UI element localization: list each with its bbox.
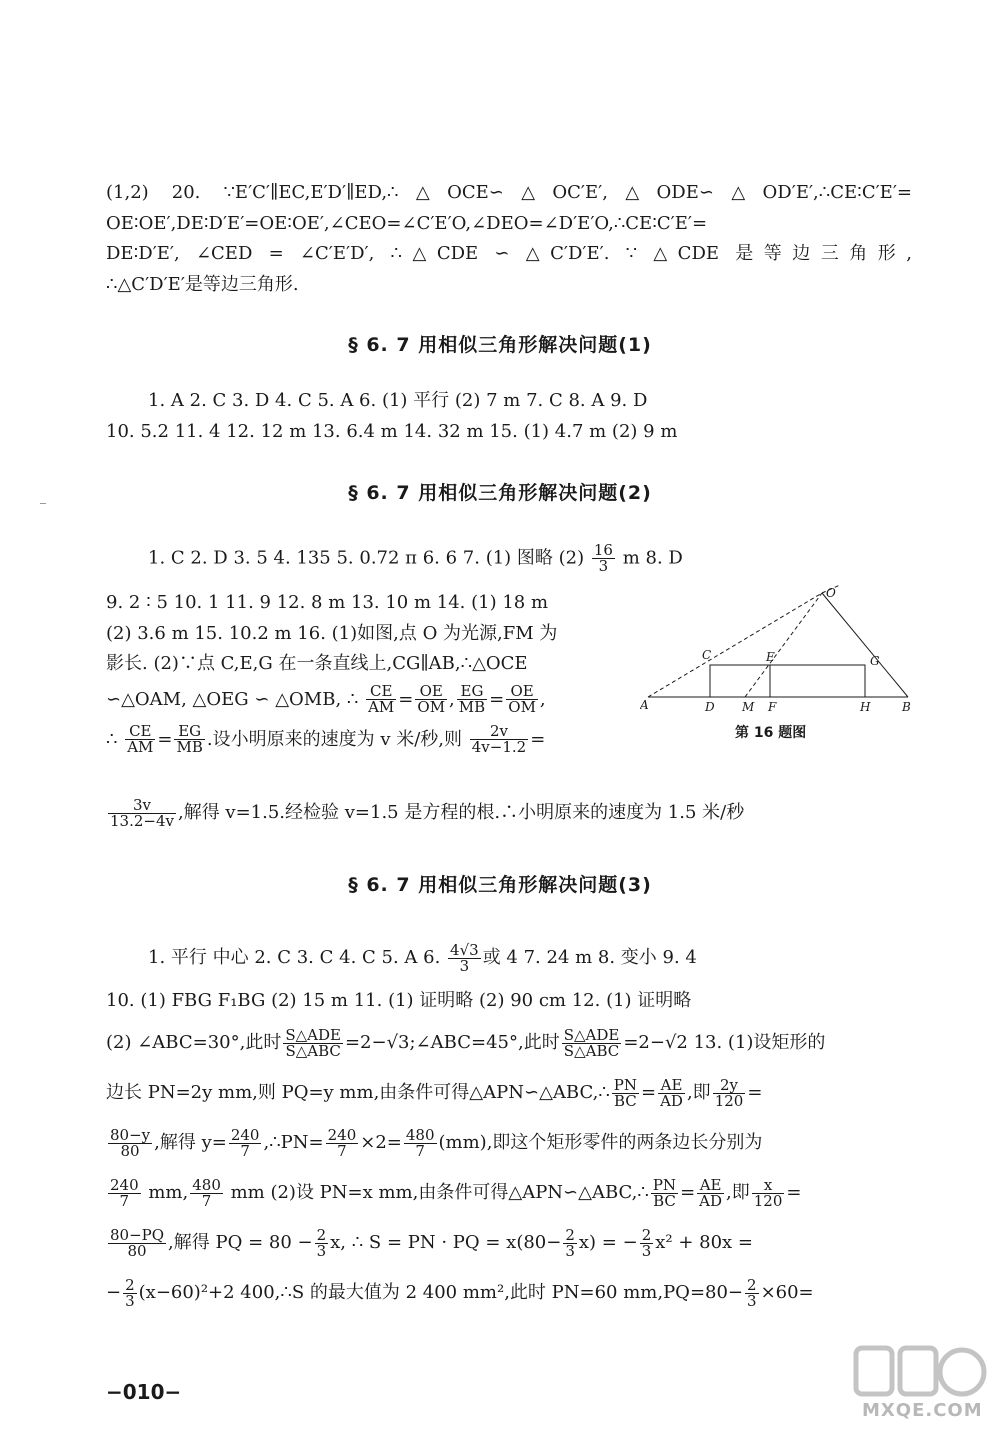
numerator: 240 — [110, 1175, 139, 1194]
label-d: D — [705, 700, 715, 714]
section-2-title: § 6. 7 用相似三角形解决问题(2) — [348, 482, 652, 504]
denominator: AM — [127, 738, 154, 756]
label-o: O — [826, 586, 836, 600]
numerator: 2 — [316, 1225, 327, 1244]
denominator: OM — [508, 698, 536, 716]
prev-answer-block — [106, 178, 912, 300]
numerator: 80−PQ — [110, 1225, 165, 1244]
fraction — [752, 1175, 785, 1210]
section-1-answers — [148, 386, 854, 417]
text-line — [106, 1268, 912, 1318]
text-span: x) = − — [578, 1232, 638, 1253]
text-line: 1. A 2. C 3. D 4. C 5. A 6. (1) 平行 (2) 7 m 7. C 8. A 9. D — [148, 390, 648, 411]
text-line: 10. (1) FBG F₁BG (2) 15 m 11. (1) 证明略 (2) 90 cm 12. (1) 证明略 — [106, 990, 692, 1011]
text-span: ∴ — [106, 728, 118, 750]
fraction — [108, 1175, 141, 1210]
text-line: ∴ $\frac{CE}{AM}$ = $\frac{EG}{MB}$ .设小明原来的速度为 v 米/秒,则 $\frac{2v}{4v-1.2}$ = — [106, 722, 546, 756]
text-line: (1,2) 20. ∵E′C′∥EC,E′D′∥ED,∴△OCE∽△OC′E′,△ODE∽△OD′E′,∴CE∶C′E′= — [106, 182, 912, 203]
numerator: 2 — [125, 1275, 135, 1294]
denominator: 7 — [337, 1141, 347, 1160]
section-3-title: § 6. 7 用相似三角形解决问题(3) — [348, 874, 652, 896]
text-line: OE∶OE′,DE∶D′E′=OE∶OE′,∠CEO=∠C′E′O,∠DEO=∠D′E′O,∴CE∶C′E′= — [106, 212, 708, 234]
numerator: S△ADE — [563, 1025, 620, 1044]
numerator: 2 — [641, 1225, 652, 1244]
denominator: 7 — [415, 1141, 425, 1160]
section-2-last-line — [106, 792, 912, 834]
section-2-line-1 — [148, 543, 854, 574]
fraction — [592, 543, 615, 574]
fraction — [640, 1225, 654, 1260]
fraction — [448, 940, 481, 975]
numerator: x — [752, 1178, 785, 1194]
denominator: 3 — [459, 956, 470, 975]
text-line — [106, 1018, 912, 1068]
denominator: 7 — [119, 1191, 130, 1210]
text-span: ,即 — [686, 1082, 711, 1103]
text-span: ,即 — [726, 1182, 750, 1203]
label-f: F — [768, 700, 777, 714]
numerator: 80−y — [110, 1125, 151, 1144]
fraction — [283, 1025, 343, 1060]
denominator: S△ABC — [285, 1041, 341, 1060]
numerator: 16 — [593, 541, 613, 559]
watermark-text: MXQE.COM — [862, 1400, 983, 1421]
section-3-line-1 — [148, 937, 912, 979]
text-span: 或 4 7. 24 m 8. 变小 9. 4 — [482, 947, 697, 968]
denominator: MB — [176, 738, 203, 756]
text-line: 影长. (2)∵点 C,E,G 在一条直线上,CG∥AB,∴△OCE — [106, 653, 528, 674]
denominator: 3 — [565, 1241, 575, 1260]
text-span: x, ∴ S = PN · PQ = x(80− — [330, 1232, 562, 1253]
text-span: =2−√3;∠ABC=45°,此时 — [344, 1032, 560, 1053]
numerator: CE — [125, 724, 155, 740]
label-g: G — [870, 654, 880, 668]
numerator: 240 — [327, 1125, 357, 1144]
numerator: S△ADE — [285, 1025, 341, 1044]
text-span: ×2= — [360, 1132, 402, 1153]
text-span: ,解得 v=1.5.经检验 v=1.5 是方程的根.∴小明原来的速度为 1.5 米/秒 — [177, 802, 745, 823]
label-e: E — [766, 650, 775, 664]
denominator: 7 — [240, 1141, 250, 1160]
fraction — [315, 1225, 329, 1260]
text-line — [106, 1118, 912, 1168]
text-line: 边长 PN=2y mm,则 PQ=y mm,由条件可得△APN∽△ABC,∴ $\frac{PN}{BC}$ = $\frac{AE}{AD}$ ,即 $\frac{2y}{120}$ = — [106, 1075, 763, 1110]
figure-16-diagram — [640, 585, 920, 745]
fraction — [506, 684, 538, 715]
denominator: S△ABC — [563, 1041, 620, 1060]
page-number: −010− — [106, 1380, 182, 1404]
text-span: .设小明原来的速度为 v 米/秒,则 — [206, 728, 462, 750]
denominator: 80 — [120, 1141, 140, 1160]
denominator: 3 — [125, 1291, 135, 1310]
denominator: AD — [660, 1091, 683, 1110]
text-line: 10. 5.2 11. 4 12. 12 m 13. 6.4 m 14. 32 m 15. (1) 4.7 m (2) 9 m — [106, 421, 678, 442]
section-2-body — [106, 588, 636, 760]
fraction — [108, 1125, 152, 1160]
denominator: 7 — [201, 1191, 212, 1210]
numerator: EG — [174, 724, 204, 740]
numerator: CE — [366, 684, 396, 700]
text-line: (2) 3.6 m 15. 10.2 m 16. (1)如图,点 O 为光源,FM 为 — [106, 622, 558, 644]
denominator: 80 — [127, 1241, 147, 1260]
denominator: 120 — [753, 1191, 783, 1210]
fraction — [713, 1075, 746, 1110]
numerator: PN — [652, 1175, 677, 1194]
text-line: 9. 2 ∶ 5 10. 1 11. 9 12. 8 m 13. 10 m 14. (1) 18 m — [106, 592, 549, 613]
numerator: 4√3 — [450, 940, 479, 959]
text-span: − — [106, 1282, 122, 1303]
numerator: OE — [415, 684, 447, 700]
text-span: (x−60)²+2 400,∴S 的最大值为 2 400 mm²,此时 PN=60 mm,PQ=80− — [138, 1282, 744, 1303]
text-span: m 8. D — [622, 547, 683, 569]
fraction — [229, 1125, 262, 1160]
fraction — [563, 1225, 577, 1260]
denominator: OM — [417, 698, 446, 716]
fraction — [366, 684, 396, 715]
numerator: 2 — [565, 1225, 575, 1244]
denominator: 3 — [598, 557, 609, 575]
text-span: 1. C 2. D 3. 5 4. 135 5. 0.72 π 6. 6 7. (1) 图略 (2) — [148, 547, 585, 569]
text-span: ,解得 PQ = 80 − — [168, 1232, 313, 1253]
fraction — [415, 684, 447, 715]
text-span: ∽△OAM, △OEG ∽ △OMB, ∴ — [106, 688, 359, 710]
fraction — [125, 724, 155, 755]
numerator: AE — [697, 1178, 724, 1194]
fraction — [108, 795, 176, 830]
text-span: ,解得 y= — [154, 1132, 227, 1153]
denominator: 13.2−4v — [110, 811, 174, 830]
fraction — [190, 1175, 223, 1210]
text-span: ×60= — [760, 1282, 814, 1303]
fraction — [404, 1125, 437, 1160]
numerator: 3v — [108, 798, 176, 814]
numerator: EG — [457, 684, 487, 700]
text-span: ,∴PN= — [263, 1132, 324, 1153]
numerator: PN — [613, 1075, 637, 1094]
text-span: 边长 PN=2y mm,则 PQ=y mm,由条件可得△APN∽△ABC,∴ — [106, 1082, 610, 1103]
label-h: H — [860, 700, 871, 714]
text-span: =2−√2 13. (1)设矩形的 — [623, 1032, 826, 1053]
numerator: 2y — [713, 1078, 746, 1094]
text-line: $\frac{240}{7}$ mm, $\frac{480}{7}$ mm (2)设 PN=x mm,由条件可得△APN∽△ABC,∴ $\frac{PN}{BC}$ = $\frac{AE}{AD}$ ,即 $\frac{x}{120}$ = — [110, 1175, 802, 1210]
denominator: 3 — [316, 1241, 327, 1260]
numerator: OE — [506, 684, 538, 700]
text-span: mm, — [142, 1182, 189, 1203]
fraction — [562, 1025, 622, 1060]
ray-ao — [648, 593, 822, 697]
text-span: x² + 80x = — [655, 1232, 753, 1253]
label-b: B — [902, 700, 911, 714]
denominator: BC — [653, 1191, 676, 1210]
fraction — [697, 1175, 724, 1210]
text-span: mm (2)设 PN=x mm,由条件可得△APN∽△ABC,∴ — [224, 1182, 649, 1203]
ray-mo — [745, 593, 822, 697]
denominator: 3 — [641, 1241, 652, 1260]
denominator: 3 — [747, 1291, 757, 1310]
denominator: AD — [699, 1191, 723, 1210]
text-line: ∽△OAM, △OEG ∽ △OMB, ∴ $\frac{CE}{AM}$ = $\frac{OE}{OM}$ , $\frac{EG}{MB}$ = $\frac{OE}{OM}$ , — [106, 682, 546, 716]
fraction — [108, 1225, 166, 1260]
figure-caption: 第 16 题图 — [735, 725, 807, 741]
denominator: 4v−1.2 — [471, 738, 527, 756]
fraction — [658, 1075, 685, 1110]
label-a: A — [640, 698, 649, 712]
text-span: (mm),即这个矩形零件的两条边长分别为 — [438, 1132, 763, 1153]
numerator: 240 — [230, 1125, 260, 1144]
text-line: ∴△C′D′E′是等边三角形. — [106, 273, 299, 295]
label-c: C — [702, 648, 712, 662]
text-line — [106, 1218, 912, 1268]
fraction — [326, 1125, 359, 1160]
denominator: 120 — [714, 1091, 744, 1110]
fraction — [470, 724, 528, 755]
section-3-body — [106, 986, 912, 1318]
rectangle-cdhg — [710, 665, 865, 697]
numerator: AE — [658, 1078, 685, 1094]
label-m: M — [742, 700, 755, 714]
text-span: (2) ∠ABC=30°,此时 — [106, 1032, 282, 1053]
fraction — [651, 1175, 678, 1210]
fraction — [612, 1075, 639, 1110]
fraction — [174, 724, 204, 755]
fraction — [457, 684, 487, 715]
text-line: DE∶D′E′, ∠CED = ∠C′E′D′, ∴△CDE ∽ △C′D′E′. ∵ △CDE 是等边三角形, — [106, 243, 912, 264]
fraction — [745, 1275, 759, 1310]
numerator: 2 — [747, 1275, 757, 1294]
section-1-title: § 6. 7 用相似三角形解决问题(1) — [348, 334, 652, 356]
fraction — [123, 1275, 137, 1310]
text-span: 1. 平行 中心 2. C 3. C 4. C 5. A 6. — [148, 947, 441, 968]
denominator: BC — [614, 1091, 637, 1110]
section-1-answers-2 — [106, 417, 912, 448]
numerator: 480 — [405, 1125, 435, 1144]
numerator: 480 — [192, 1175, 221, 1194]
numerator: 2v — [470, 724, 528, 740]
denominator: AM — [368, 698, 395, 716]
denominator: MB — [458, 698, 486, 716]
